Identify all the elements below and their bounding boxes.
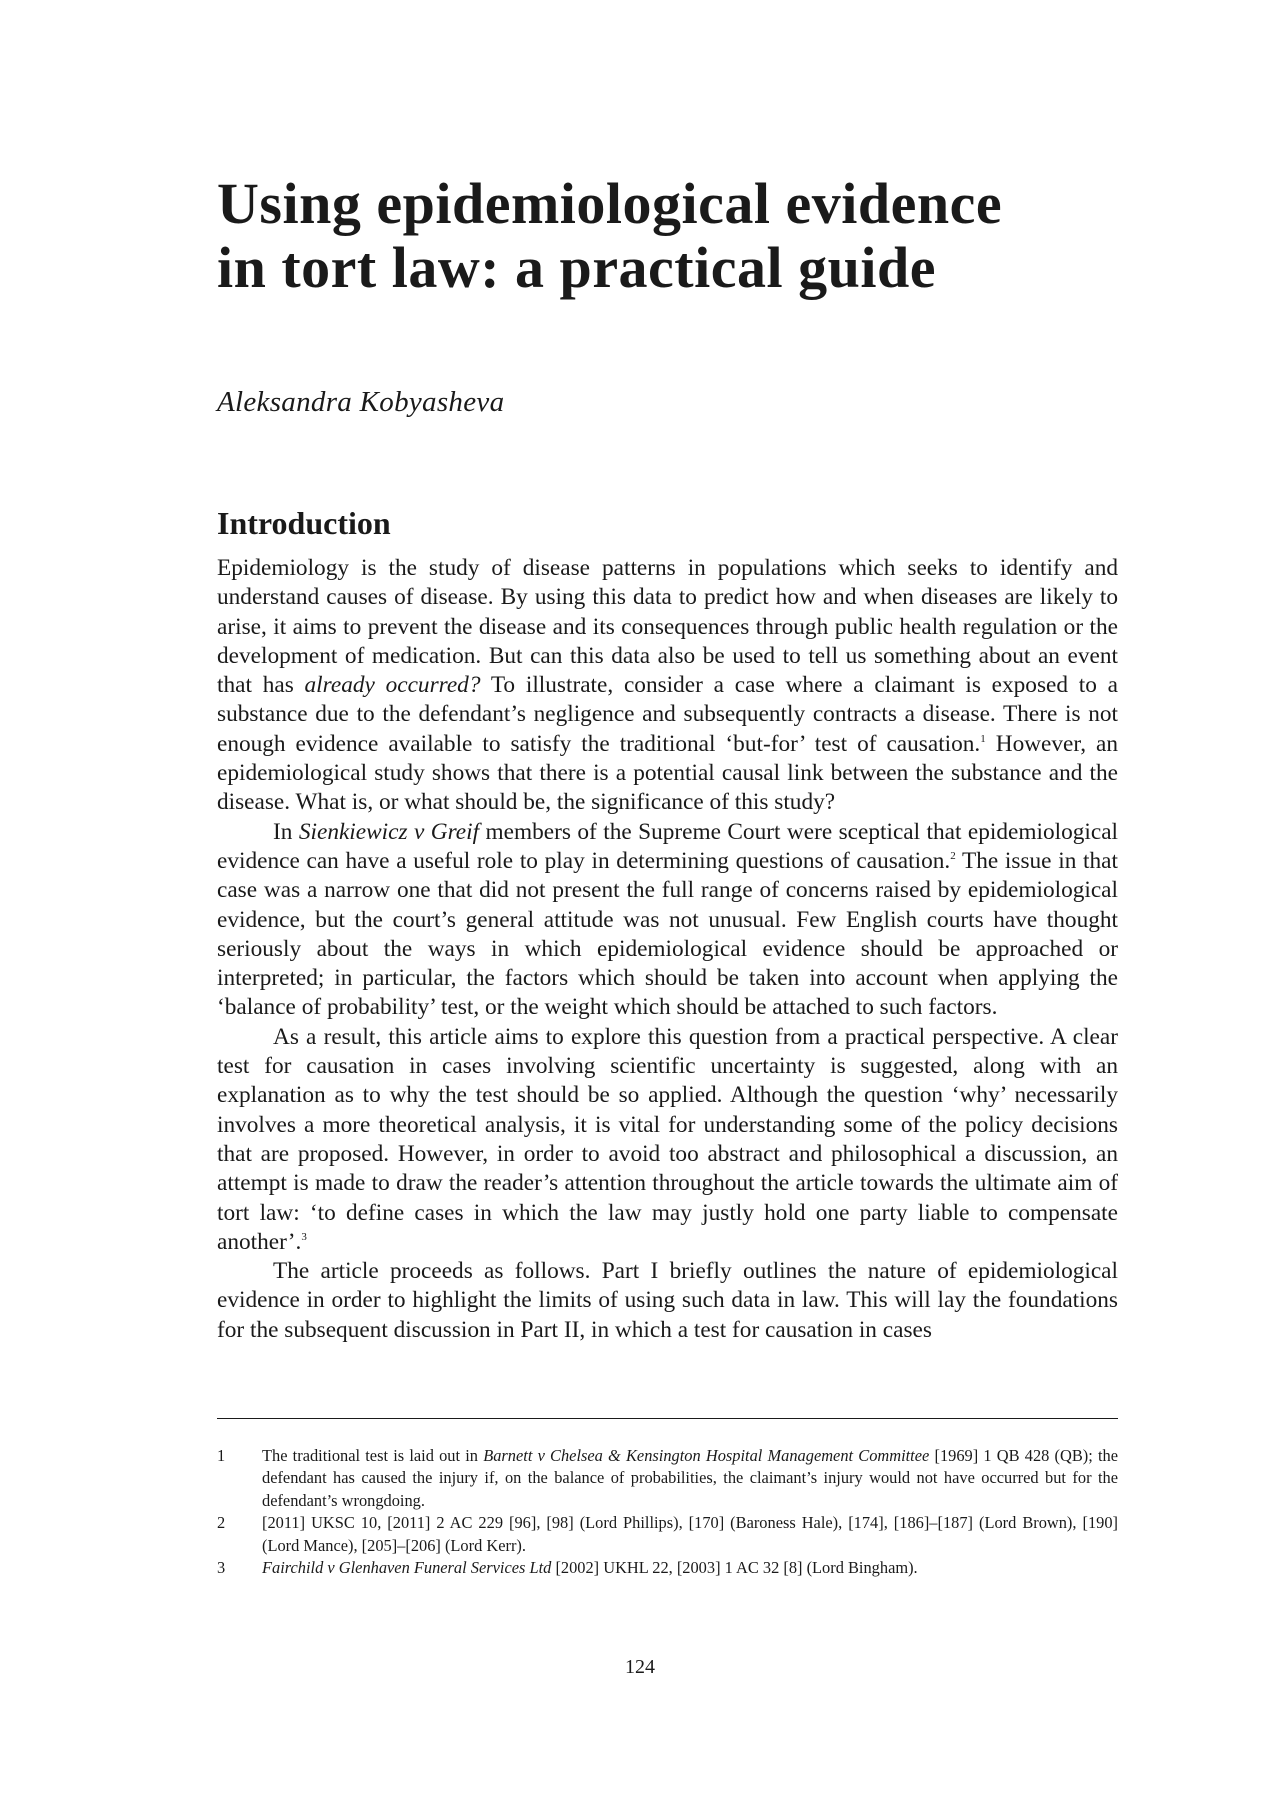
footnote-1-text-a: The traditional test is laid out in [262,1446,484,1465]
paragraph-1-text-a: Epidemiology is the study of disease patterns in populations which seeks to identify and understand causes of disease. By using this data to predict how and when diseases are likely to arise, it aims to prevent the disease and its consequences through public health regulation or the development of medication. But can this data also be used to tell us something about an event that has [217,555,1118,699]
paragraph-3-text-a: As a result, this article aims to explore this question from a practical perspective. A clear test for causation in cases involving scientific uncertainty is suggested, along with an explanation as to why the test should be so applied. Although the question ‘why’ necessarily involves a more theoretical analysis, it is vital for understanding some of the policy decisions that are proposed. However, in order to avoid too abstract and philosophical a discussion, an attempt is made to draw the reader’s attention throughout the article towards the ultimate aim of tort law: ‘to define cases in which the law may justly hold one party liable to compensate another’. [217,1023,1118,1255]
section-heading-introduction: Introduction [217,505,391,541]
footnote-1 [217,1445,1118,1512]
paragraph-4-text-a: The article proceeds as follows. Part I briefly outlines the nature of epidemiological evidence in order to highlight the limits of using such data in law. This will lay the foundations for the subsequent discussion in Part II, in which a test for causation in cases [217,1258,1118,1343]
footnote-ref-3[interactable]: 3 [301,1230,307,1243]
paragraph-2 [217,818,1118,1023]
footnote-2-text-a: [2011] UKSC 10, [2011] 2 AC 229 [96], [98] (Lord Phillips), [170] (Baroness Hale), [174], [186]–[187] (Lord Brown), [190] (Lord Mance), [205]–[206] (Lord Kerr). [262,1513,1118,1555]
paragraph-1-text-d: However, an epidemiological study shows that there is a potential causal link between the substance and the disease. What is, or what should be, the significance of this study? [217,730,1118,816]
footnote-1-text-c: [1969] 1 QB 428 (QB); the defendant has caused the injury if, on the balance of probabilities, the claimant’s injury would not have occurred but for the defendant’s wrongdoing. [262,1446,1118,1510]
case-name-fairchild: Fairchild v Glenhaven Funeral Services Ltd [262,1558,552,1578]
footnote-number: 1 [217,1446,226,1465]
paragraph-3 [217,1023,1118,1257]
footnote-text [262,1557,1118,1579]
article-author: Aleksandra Kobyasheva [217,386,505,418]
footnote-ref-2[interactable]: 2 [950,849,956,862]
paragraph-1-text-c: To illustrate, consider a case where a claimant is exposed to a substance due to the defendant’s negligence and subsequently contracts a disease. There is not enough evidence available to satisfy the traditional ‘but-for’ test of causation. [217,672,1118,757]
article-title: Using epidemiological evidence in tort law: a practical guide [217,171,1003,300]
paragraph-2-text-c: members of the Supreme Court were sceptical that epidemiological evidence can have a useful role to play in determining questions of causation. [217,818,1119,874]
footnote-text [262,1512,1118,1557]
paragraph-4 [217,1257,1118,1345]
footnote-number: 3 [217,1558,226,1578]
footnote-3-text-b: [2002] UKHL 22, [2003] 1 AC 32 [8] (Lord Bingham). [551,1558,918,1578]
page-number: 124 [625,1656,655,1678]
footnote-2 [217,1512,1118,1557]
body-text [217,554,1118,1345]
footnote-divider [217,1418,1118,1419]
paragraph-2-text-d: The issue in that case was a narrow one that did not present the full range of concerns raised by epidemiological evidence, but the court’s general attitude was not unusual. Few English courts have thought seriously about the ways in which epidemiological evidence should be approached or interpreted; in particular, the factors which should be taken into account when applying the ‘balance of probability’ test, or the weight which should be attached to such factors. [217,847,1118,1021]
footnote-ref-1[interactable]: 1 [980,732,986,745]
case-name-barnett: Barnett v Chelsea & Kensington Hospital Management Committee [483,1446,930,1465]
paragraph-1-emphasis: already occurred? [304,672,481,699]
case-name-sienkiewicz: Sienkiewicz v Greif [298,818,480,845]
footnote-3 [217,1557,1118,1579]
footnotes [217,1445,1118,1579]
paragraph-2-text-a: In [273,818,299,845]
footnote-number: 2 [217,1513,226,1533]
paragraph-1 [217,554,1118,818]
footnote-text [262,1445,1118,1512]
